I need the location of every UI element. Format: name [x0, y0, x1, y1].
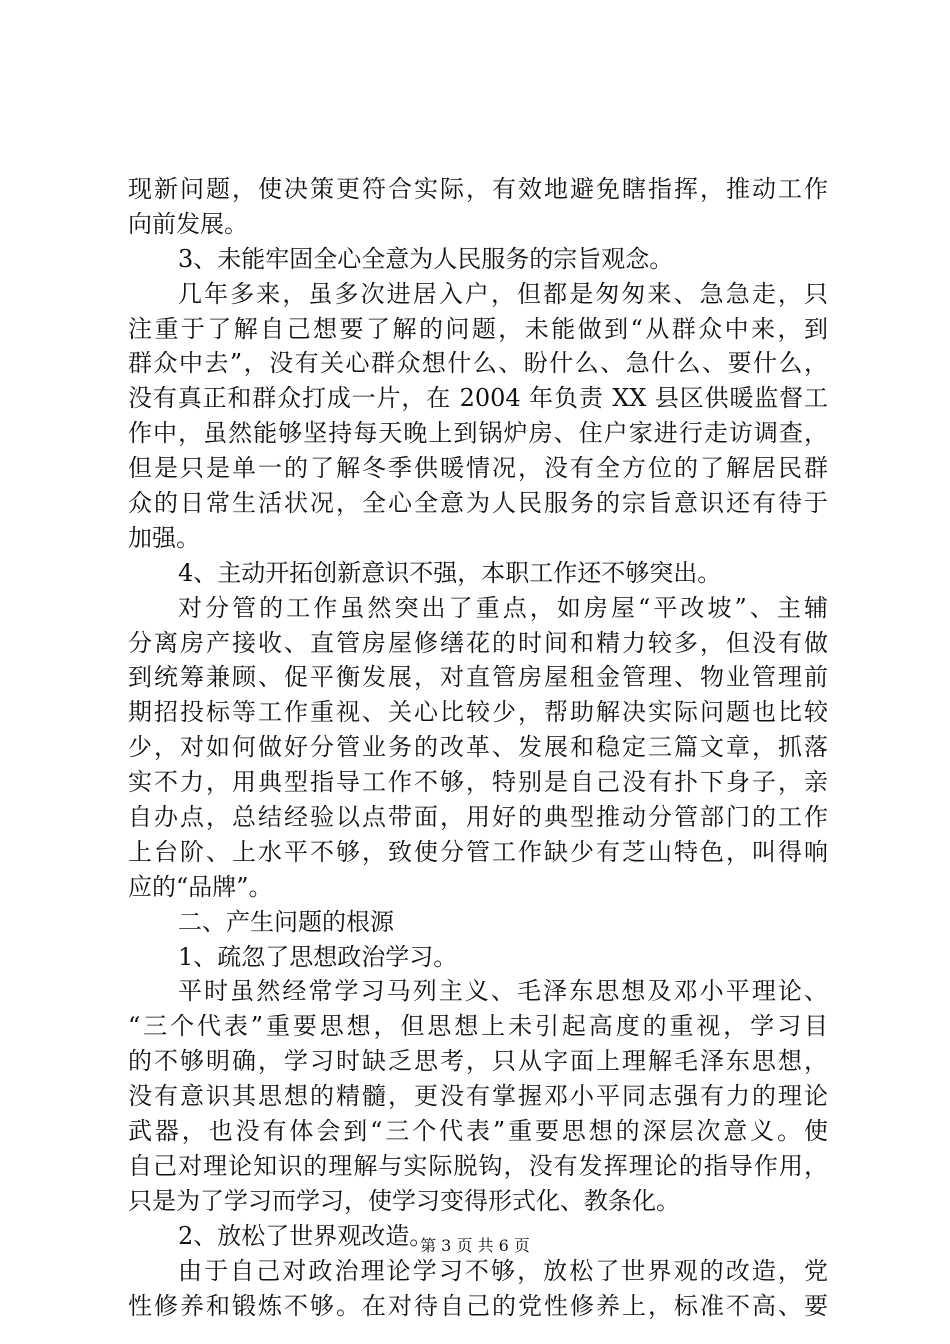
- text-line: 现新问题，使决策更符合实际，有效地避免瞎指挥，推动工作: [128, 175, 828, 203]
- text-line: 到统筹兼顾、促平衡发展，对直管房屋租金管理、物业管理前: [128, 663, 828, 692]
- text-line: 自办点，总结经验以点带面，用好的典型推动分管部门的工作: [128, 803, 828, 832]
- text-line: 少，对如何做好分管业务的改革、发展和稳定三篇文章，抓落: [128, 733, 828, 762]
- text-line: 武器，也没有体会到“三个代表”重要思想的深层次意义。使: [128, 1117, 828, 1146]
- text-line: 群众中去”，没有关心群众想什么、盼什么、急什么、要什么，: [128, 349, 828, 378]
- page-footer: 第 3 页 共 6 页: [420, 1236, 530, 1255]
- text-line: 只是为了学习而学习，使学习变得形式化、教条化。: [128, 1186, 680, 1215]
- text-line: 没有真正和群众打成一片，在 2004 年负责 XX 县区供暖监督工: [128, 384, 828, 413]
- document-body: [128, 172, 828, 1323]
- text-line: 2、放松了世界观改造。: [178, 1221, 434, 1250]
- text-line: 的不够明确，学习时缺乏思考，只从字面上理解毛泽东思想，: [128, 1047, 828, 1076]
- text-line: 4、主动开拓创新意识不强，本职工作还不够突出。: [178, 558, 722, 587]
- text-line: 上台阶、上水平不够，致使分管工作缺少有芝山特色，叫得响: [128, 837, 828, 866]
- text-line: 没有意识其思想的精髓，更没有掌握邓小平同志强有力的理论: [128, 1082, 828, 1111]
- text-line: 期招投标等工作重视、关心比较少，帮助解决实际问题也比较: [128, 698, 828, 727]
- text-line: 对分管的工作虽然突出了重点，如房屋“平改坡”、主辅: [178, 593, 828, 622]
- text-line: 但是只是单一的了解冬季供暖情况，没有全方位的了解居民群: [128, 454, 828, 483]
- text-line: “三个代表”重要思想，但思想上未引起高度的重视，学习目: [128, 1012, 828, 1041]
- text-line: 应的“品牌”。: [128, 872, 273, 901]
- text-line: 加强。: [128, 523, 200, 552]
- text-line: 平时虽然经常学习马列主义、毛泽东思想及邓小平理论、: [178, 977, 828, 1006]
- text-line: 作中，虽然能够坚持每天晚上到锅炉房、住户家进行走访调查，: [128, 419, 828, 448]
- text-line: 实不力，用典型指导工作不够，特别是自己没有扑下身子，亲: [128, 768, 828, 797]
- text-line: 1、疏忽了思想政治学习。: [178, 942, 458, 971]
- text-line: 由于自己对政治理论学习不够，放松了世界观的改造，党: [178, 1256, 828, 1285]
- text-line: 注重于了解自己想要了解的问题，未能做到“从群众中来，到: [128, 314, 828, 343]
- text-line: 分离房产接收、直管房屋修缮花的时间和精力较多，但没有做: [128, 628, 828, 657]
- text-line: 性修养和锻炼不够。在对待自己的党性修养上，标准不高、要: [128, 1291, 828, 1320]
- text-line: 向前发展。: [128, 209, 248, 238]
- text-line: 自己对理论知识的理解与实际脱钩，没有发挥理论的指导作用，: [128, 1151, 828, 1180]
- text-line: 二、产生问题的根源: [178, 907, 394, 936]
- text-line: 3、未能牢固全心全意为人民服务的宗旨观念。: [178, 244, 674, 273]
- text-line: 几年多来，虽多次进居入户，但都是匆匆来、急急走，只: [178, 279, 828, 308]
- text-line: 众的日常生活状况，全心全意为人民服务的宗旨意识还有待于: [128, 489, 828, 518]
